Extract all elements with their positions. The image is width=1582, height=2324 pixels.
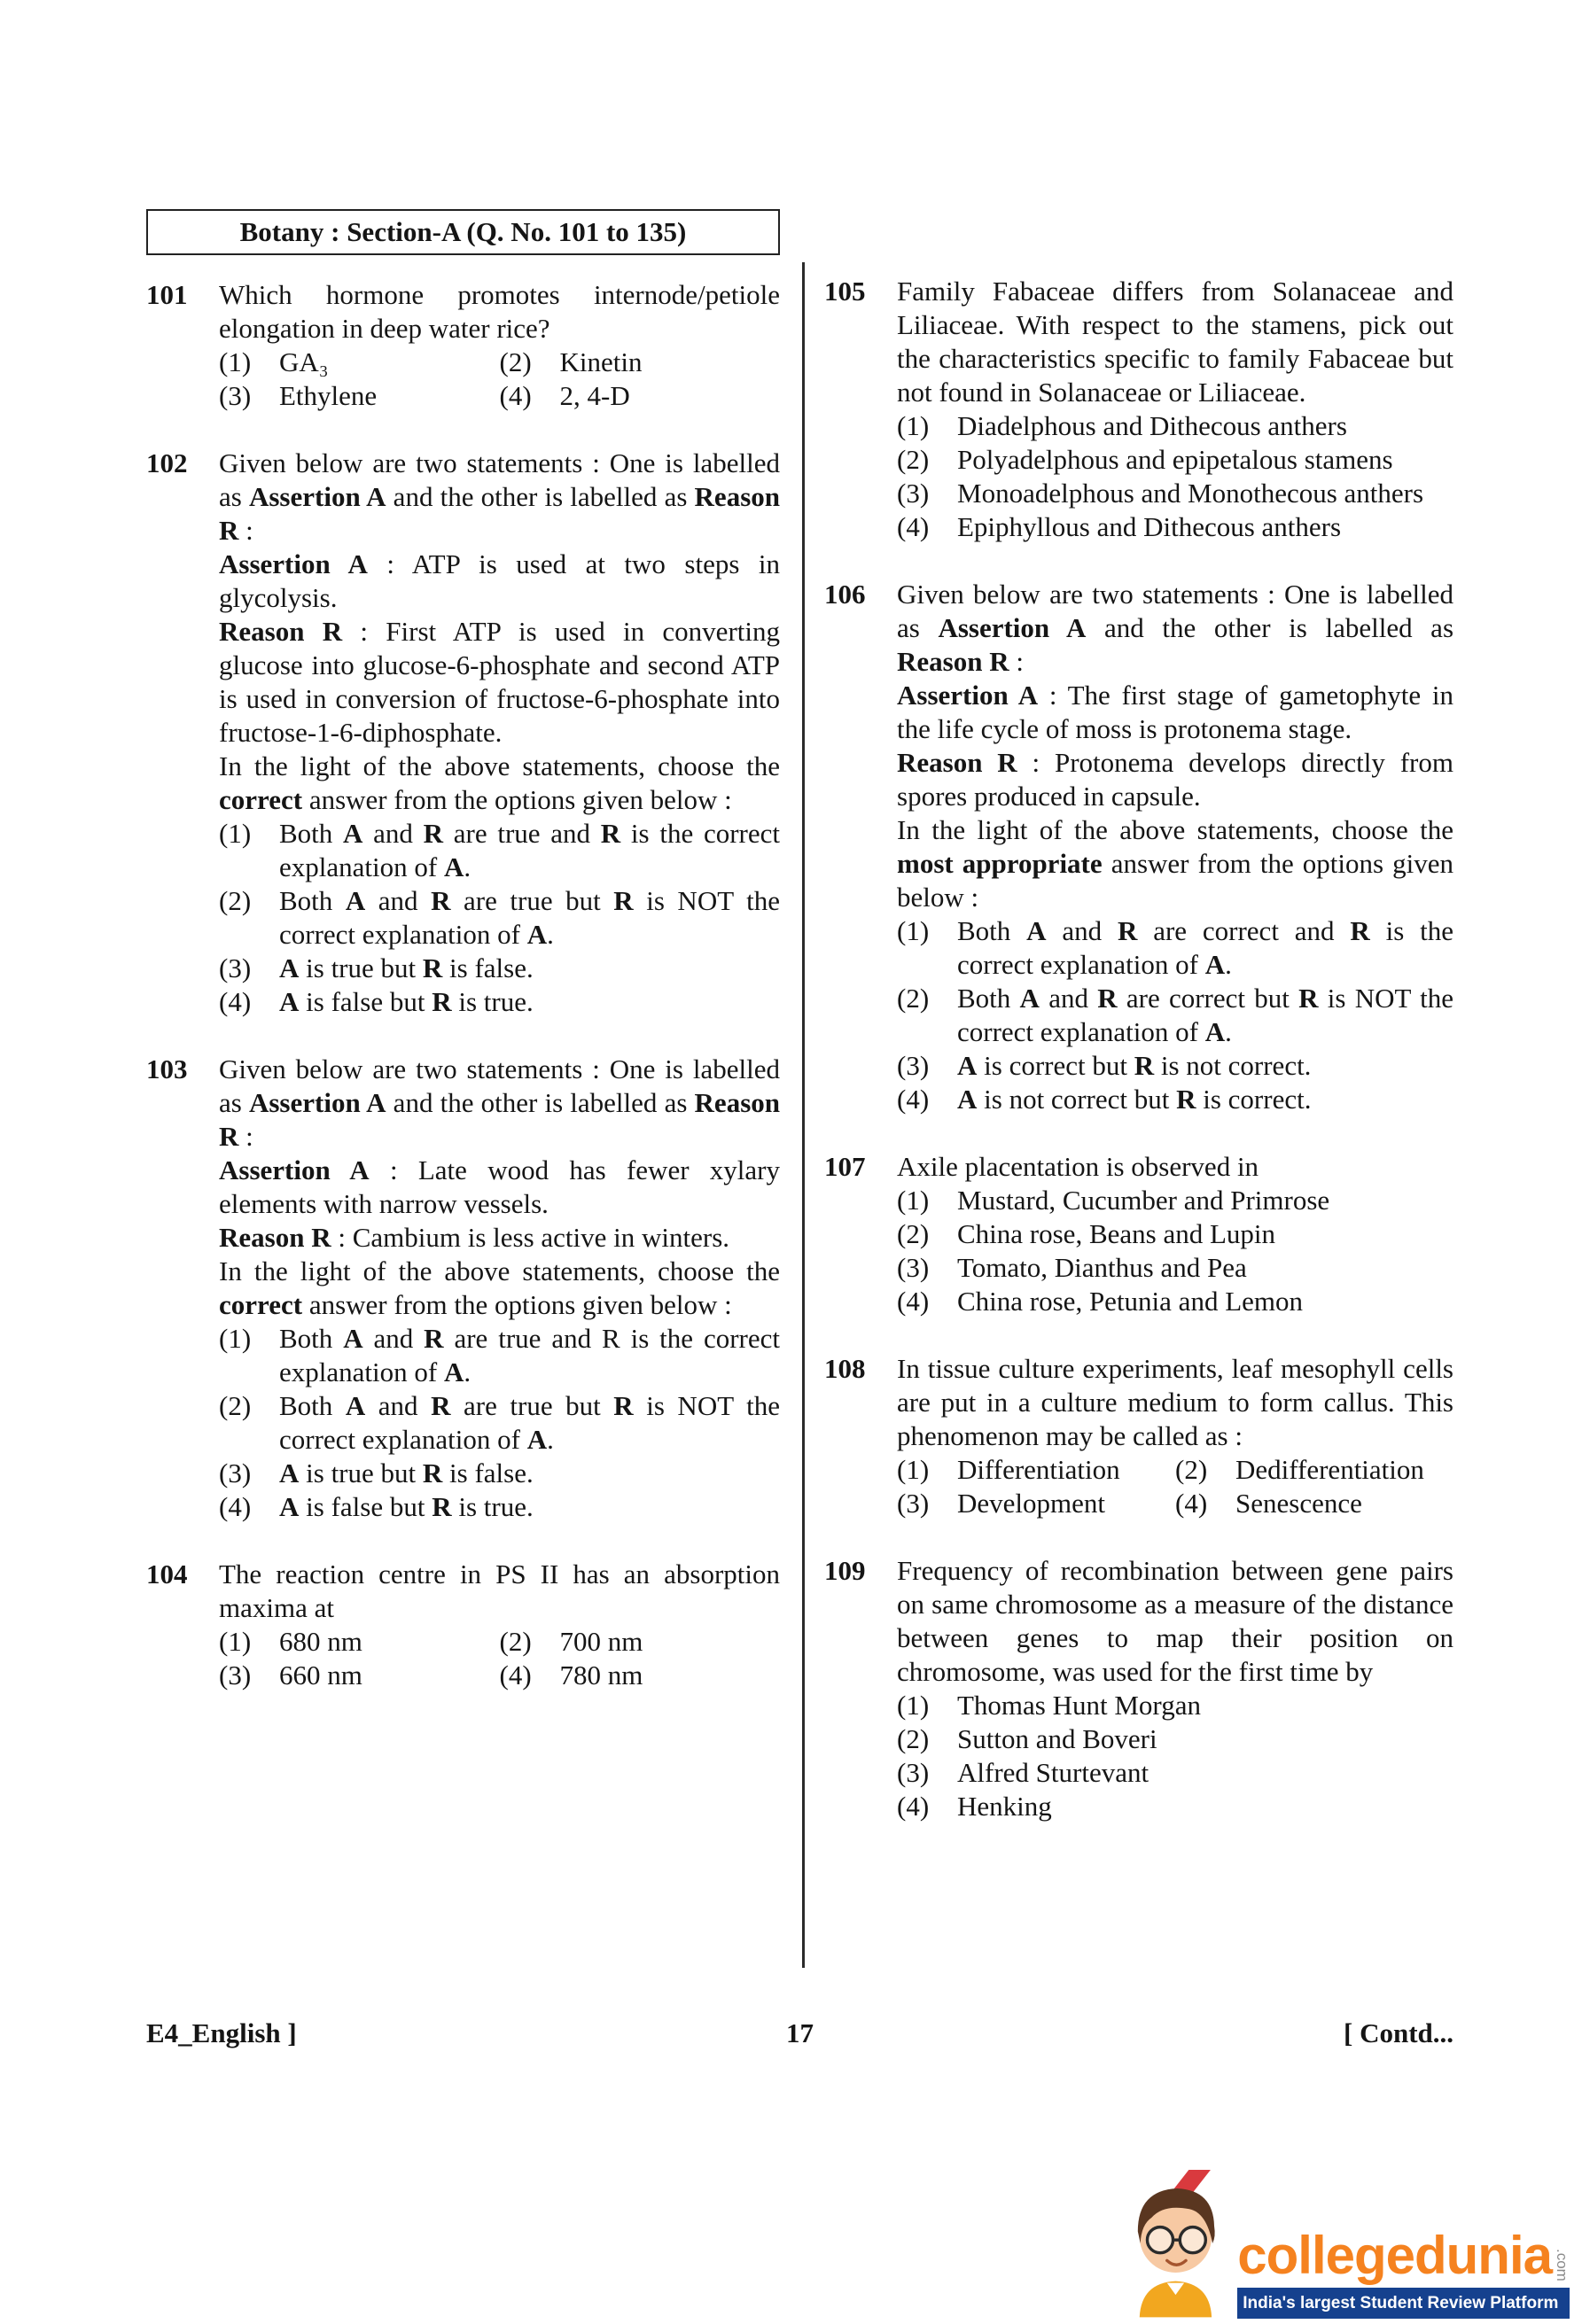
option-text: GA₃ [279, 346, 329, 377]
option [219, 1322, 780, 1389]
brand-row [1237, 2226, 1570, 2285]
option-text: Alfred Sturtevant [957, 1757, 1149, 1788]
option [219, 379, 500, 413]
question-number: 101 [146, 279, 188, 310]
option [219, 985, 780, 1019]
option-text: Both A and R are true but R is NOT the correct explanation of A. [279, 885, 780, 950]
options-list [897, 409, 1453, 544]
question-101 [146, 278, 780, 413]
option-text: A is false but R is true. [279, 1491, 534, 1522]
question-text: Frequency of recombination between gene pairs on same chromosome as a measure of the distance between genes to map their position on chromosome, was used for the first time by [897, 1555, 1453, 1687]
option-marker: (1) [219, 818, 252, 849]
mascot-icon [1105, 2170, 1243, 2319]
reason-paragraph: Reason R : Protonema develops directly from spores produced in capsule. [897, 747, 1453, 812]
option [1175, 1453, 1453, 1487]
question-105 [824, 275, 1453, 544]
option-marker: (4) [499, 380, 532, 411]
options-grid [897, 1453, 1453, 1520]
option [219, 817, 780, 884]
question-109 [824, 1554, 1453, 1823]
option [500, 346, 781, 379]
option-marker: (4) [1175, 1488, 1208, 1519]
question-number: 104 [146, 1558, 188, 1589]
assertion-paragraph: Assertion A : Late wood has fewer xylary elements with narrow vessels. [219, 1154, 780, 1219]
reason-paragraph: Reason R : First ATP is used in converting glucose into glucose-6-phosphate and second ATP is used in conversion of fructose-6-phosphate into fructose-1-6-diphosphate. [219, 616, 780, 748]
option-marker: (4) [897, 1084, 930, 1115]
option-marker: (1) [897, 915, 930, 946]
option-marker: (2) [897, 1218, 930, 1249]
option-text: A is correct but R is not correct. [957, 1050, 1312, 1081]
option [897, 1285, 1453, 1318]
column-divider [802, 262, 805, 1968]
option-text: China rose, Beans and Lupin [957, 1218, 1276, 1249]
option-marker: (3) [897, 1488, 930, 1519]
option [897, 914, 1453, 982]
option-marker: (4) [897, 1791, 930, 1822]
option-text: Dedifferentiation [1235, 1454, 1424, 1485]
option-marker: (4) [897, 511, 930, 542]
option [500, 1659, 781, 1692]
option [897, 1790, 1453, 1823]
option-text: A is true but R is false. [279, 1457, 534, 1488]
option-text: 700 nm [559, 1626, 643, 1657]
option-marker: (1) [897, 410, 930, 441]
option-text: Tomato, Dianthus and Pea [957, 1252, 1247, 1283]
option-text: 780 nm [559, 1659, 643, 1691]
question-text: Family Fabaceae differs from Solanaceae and Liliaceae. With respect to the stamens, pick out the characteristics specific to family Fabaceae but not found in Solanaceae or Liliaceae. [897, 276, 1453, 408]
question-number: 109 [824, 1555, 866, 1586]
option-text: Both A and R are true and R is the correct explanation of A. [279, 818, 780, 882]
footer-booklet-code: E4_English ] [146, 2017, 297, 2048]
option-text: Polyadelphous and epipetalous stamens [957, 444, 1393, 475]
options-grid [219, 1625, 780, 1692]
reason-paragraph: Reason R : Cambium is less active in winters. [219, 1222, 730, 1253]
option-marker: (2) [897, 444, 930, 475]
option [500, 1625, 781, 1659]
option-marker: (3) [219, 1659, 252, 1691]
option-marker: (3) [219, 1457, 252, 1488]
options-list [219, 817, 780, 1019]
option-text: Both A and R are correct but R is NOT the correct explanation of A. [957, 983, 1453, 1047]
option-marker: (3) [219, 952, 252, 983]
option-text: A is true but R is false. [279, 952, 534, 983]
option-text: 2, 4-D [559, 380, 630, 411]
option [897, 1453, 1175, 1487]
question-107 [824, 1150, 1453, 1318]
option-marker: (1) [219, 1323, 252, 1354]
question-paragraph: Given below are two statements : One is labelled as Assertion A and the other is labelled as Reason R : [219, 1053, 780, 1152]
option [897, 1756, 1453, 1790]
option-text: Henking [957, 1791, 1052, 1822]
option-text: Senescence [1235, 1488, 1362, 1519]
option [897, 1689, 1453, 1722]
option-marker: (2) [897, 983, 930, 1014]
option [897, 1722, 1453, 1756]
option-marker: (2) [897, 1723, 930, 1754]
option-text: Diadelphous and Dithecous anthers [957, 410, 1347, 441]
option [897, 1251, 1453, 1285]
instruction-paragraph: In the light of the above statements, choose the correct answer from the options given below : [219, 1255, 780, 1320]
option-text: Both A and R are true and R is the correct explanation of A. [279, 1323, 780, 1387]
option-text: Monoadelphous and Monothecous anthers [957, 478, 1424, 509]
question-number: 107 [824, 1151, 866, 1182]
option [897, 443, 1453, 477]
collegedunia-logo [1105, 2170, 1570, 2319]
brand-block [1237, 2226, 1570, 2319]
brand-name: collegedunia [1237, 2226, 1552, 2285]
option-marker: (2) [1175, 1454, 1208, 1485]
option [897, 982, 1453, 1049]
question-text: Which hormone promotes internode/petiole elongation in deep water rice? [219, 279, 780, 344]
option-text: Both A and R are true but R is NOT the correct explanation of A. [279, 1390, 780, 1455]
option [219, 1625, 500, 1659]
option [897, 477, 1453, 510]
option-text: Differentiation [957, 1454, 1120, 1485]
option [897, 1083, 1453, 1116]
option-marker: (2) [499, 1626, 532, 1657]
option-marker: (3) [897, 1757, 930, 1788]
page-content [146, 209, 1453, 1823]
option-text: Thomas Hunt Morgan [957, 1690, 1201, 1721]
option-marker: (4) [219, 986, 252, 1017]
option-text: China rose, Petunia and Lemon [957, 1286, 1303, 1317]
option [897, 510, 1453, 544]
option [219, 1659, 500, 1692]
footer-contd: [ Contd... [1344, 2017, 1454, 2048]
option-marker: (1) [219, 346, 252, 377]
option [500, 379, 781, 413]
left-column [146, 209, 780, 1823]
option [219, 952, 780, 985]
option [219, 1490, 780, 1524]
option-marker: (3) [897, 478, 930, 509]
option-marker: (1) [897, 1185, 930, 1216]
option-marker: (3) [897, 1050, 930, 1081]
option-marker: (1) [897, 1690, 930, 1721]
options-list [219, 1322, 780, 1524]
question-text: In tissue culture experiments, leaf mesophyll cells are put in a culture medium to form callus. This phenomenon may be called as : [897, 1353, 1453, 1451]
question-104 [146, 1558, 780, 1692]
option-marker: (4) [499, 1659, 532, 1691]
page-footer [146, 2017, 1453, 2050]
option-text: Ethylene [279, 380, 378, 411]
option [897, 1487, 1175, 1520]
question-text: The reaction centre in PS II has an absorption maxima at [219, 1558, 780, 1623]
options-list [897, 1689, 1453, 1823]
option-text: A is not correct but R is correct. [957, 1084, 1312, 1115]
option [1175, 1487, 1453, 1520]
option [219, 1389, 780, 1457]
instruction-paragraph: In the light of the above statements, choose the correct answer from the options given below : [219, 750, 780, 815]
instruction-paragraph: In the light of the above statements, choose the most appropriate answer from the options given below : [897, 814, 1453, 913]
question-number: 102 [146, 447, 188, 478]
option-text: Epiphyllous and Dithecous anthers [957, 511, 1342, 542]
option-text: Development [957, 1488, 1106, 1519]
footer-page-number: 17 [786, 2017, 814, 2048]
option-marker: (3) [219, 380, 252, 411]
option [897, 1217, 1453, 1251]
option-text: 680 nm [279, 1626, 362, 1657]
question-number: 103 [146, 1053, 188, 1084]
question-106 [824, 578, 1453, 1116]
option-marker: (2) [219, 1390, 252, 1421]
section-title: Botany : Section-A (Q. No. 101 to 135) [239, 216, 687, 247]
option-marker: (4) [897, 1286, 930, 1317]
option-marker: (1) [219, 1626, 252, 1657]
option [897, 1049, 1453, 1083]
option [219, 346, 500, 379]
option [897, 409, 1453, 443]
option-text: A is false but R is true. [279, 986, 534, 1017]
options-list [897, 1184, 1453, 1318]
option [897, 1184, 1453, 1217]
option-marker: (2) [219, 885, 252, 916]
question-paragraph: Given below are two statements : One is labelled as Assertion A and the other is labelled as Reason R : [219, 447, 780, 546]
question-number: 106 [824, 579, 866, 610]
option-marker: (2) [499, 346, 532, 377]
right-column [824, 209, 1453, 1823]
options-list [897, 914, 1453, 1116]
option [219, 1457, 780, 1490]
option-text: Kinetin [559, 346, 643, 377]
option-text: 660 nm [279, 1659, 362, 1691]
option-text: Sutton and Boveri [957, 1723, 1157, 1754]
assertion-paragraph: Assertion A : ATP is used at two steps in glycolysis. [219, 548, 780, 613]
option-text: Both A and R are correct and R is the correct explanation of A. [957, 915, 1453, 980]
question-103 [146, 1053, 780, 1524]
brand-tld: .com [1554, 2249, 1570, 2281]
question-paragraph: Given below are two statements : One is labelled as Assertion A and the other is labelled as Reason R : [897, 579, 1454, 677]
section-header-box [146, 209, 780, 255]
option-marker: (1) [897, 1454, 930, 1485]
option-marker: (3) [897, 1252, 930, 1283]
options-grid [219, 346, 780, 413]
question-102 [146, 447, 780, 1019]
brand-tagline: India's largest Student Review Platform [1237, 2288, 1570, 2319]
question-108 [824, 1352, 1453, 1520]
assertion-paragraph: Assertion A : The first stage of gametophyte in the life cycle of moss is protonema stage. [897, 680, 1454, 744]
question-text: Axile placentation is observed in [897, 1151, 1259, 1182]
option-marker: (4) [219, 1491, 252, 1522]
option-text: Mustard, Cucumber and Primrose [957, 1185, 1330, 1216]
question-number: 105 [824, 276, 866, 307]
question-number: 108 [824, 1353, 866, 1384]
option [219, 884, 780, 952]
